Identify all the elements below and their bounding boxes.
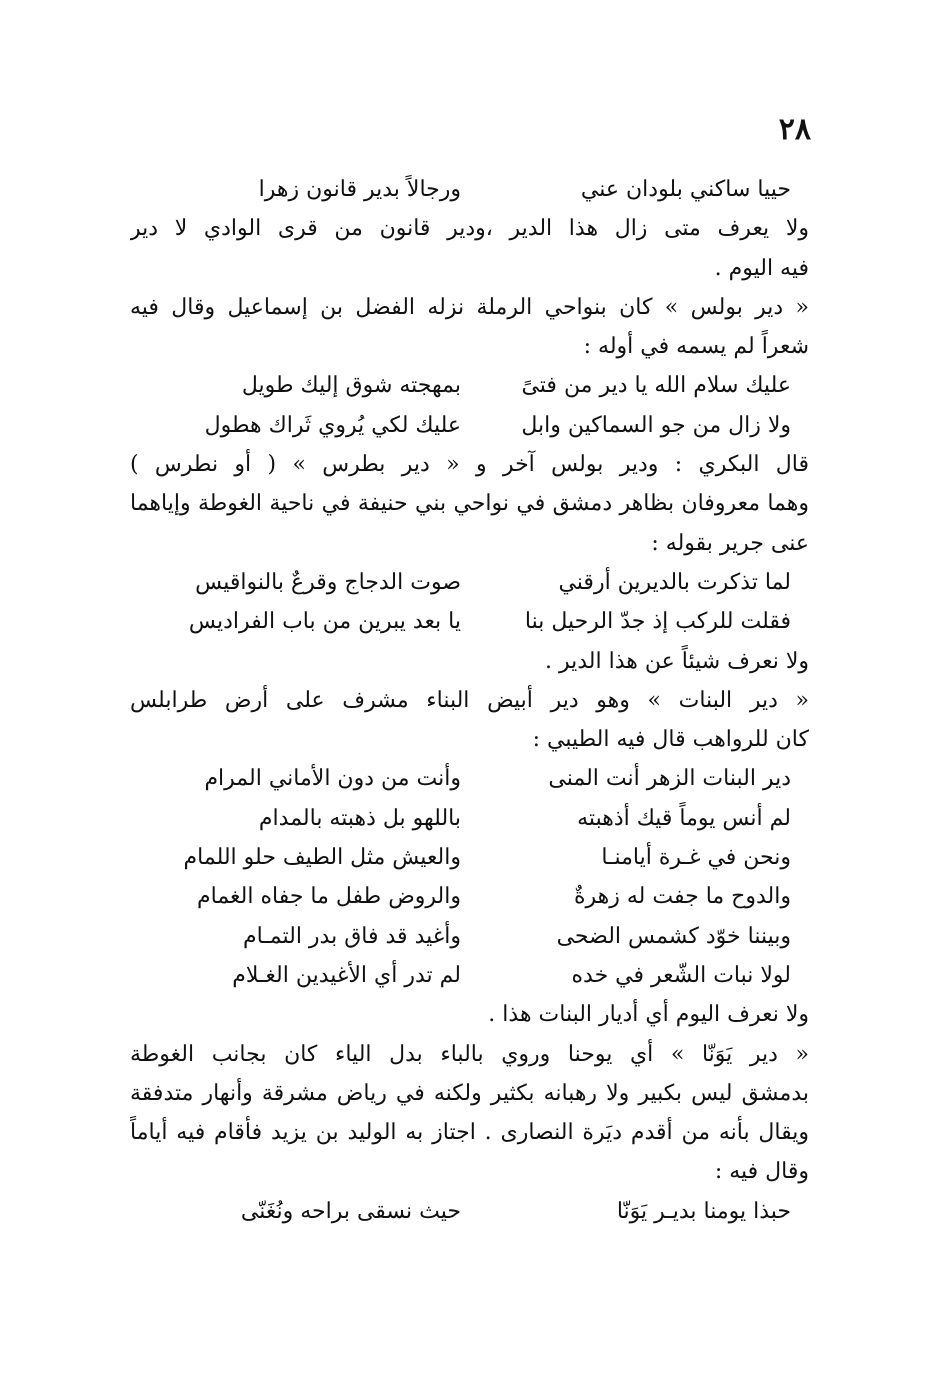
verse-second-hemistich: بمهجته شوق إليك طويل — [241, 373, 461, 399]
verse-first-hemistich: حبذا يومنا بديـر يَوَنّا — [616, 1198, 791, 1224]
paragraph-line: بدمشق ليس بكبير ولا رهبانه بكثير ولكنه في رياض مشرقة وأنهار متدفقة — [130, 1080, 809, 1106]
paragraph-line: قال البكري : ودير بولس آخر و « دير بطرس » ( أو نطرس ) — [130, 452, 809, 478]
verse-first-hemistich: ولا زال من جو السماكين وابل — [521, 412, 791, 438]
verse-second-hemistich: وأنت من دون الأماني المرام — [204, 766, 461, 792]
verse-second-hemistich: باللهو بل ذهبته بالمدام — [258, 805, 461, 831]
verse-line — [130, 563, 809, 602]
paragraph-line: « دير بولس » كان بنواحي الرملة نزله الفضل بن إسماعيل وقال فيه — [130, 294, 809, 320]
verse-second-hemistich: لم تدر أي الأغيدين الغـلام — [232, 962, 461, 988]
paragraph-line: « دير يَوَنّا » أي يوحنا وروي بالباء بدل الياء كان بجانب الغوطة — [130, 1041, 809, 1067]
verse-first-hemistich: حييا ساكني بلودان عني — [580, 177, 791, 202]
paragraph-last-line: كان للرواهب قال فيه الطيبي : — [532, 727, 809, 753]
verse-line — [130, 838, 809, 877]
paragraph-last-line: وقال فيه : — [714, 1159, 809, 1185]
verse-first-hemistich: عليك سلام الله يا دير من فتىً — [521, 373, 791, 399]
verse-line — [130, 877, 809, 916]
paragraph-line: وهما معروفان بظاهر دمشق في نواحي بني حنيفة في ناحية الغوطة وإياهما — [130, 491, 809, 517]
verse-first-hemistich: ونحن في غـرة أيامنـا — [601, 845, 791, 871]
paragraph-line: ولا يعرف متى زال هذا الدير ،ودير قانون من قرى الوادي لا دير — [130, 216, 809, 242]
verse-second-hemistich: والعيش مثل الطيف حلو اللمام — [183, 845, 461, 871]
verse-second-hemistich: وأغيد قد فاق بدر التمـام — [243, 923, 461, 949]
page-body — [130, 170, 809, 1231]
verse-line — [130, 406, 809, 445]
verse-line — [130, 602, 809, 641]
paragraph-last-line: ولا نعرف اليوم أي أديار البنات هذا . — [488, 1002, 809, 1028]
paragraph-last-line: فيه اليوم . — [714, 255, 809, 281]
verse-line — [130, 170, 809, 209]
page-number: ٢٨ — [778, 112, 811, 147]
verse-first-hemistich: لم أنس يوماً قيك أذهبته — [577, 805, 791, 831]
paragraph-last-line: عنى جرير بقوله : — [651, 530, 809, 556]
verse-second-hemistich: عليك لكي يُروي ثَراك هطول — [204, 412, 461, 438]
verse-first-hemistich: دير البنات الزهر أنت المنى — [548, 766, 791, 792]
verse-line — [130, 759, 809, 798]
verse-first-hemistich: فقلت للركب إذ جدّ الرحيل بنا — [524, 609, 791, 635]
paragraph-last-line: ولا نعرف شيئاً عن هذا الدير . — [545, 648, 809, 674]
verse-line — [130, 1192, 809, 1231]
verse-first-hemistich: لما تذكرت بالديرين أرقني — [558, 569, 791, 595]
paragraph-line: « دير البنات » وهو دير أبيض البناء مشرف على أرض طرابلس — [130, 687, 809, 713]
verse-second-hemistich: يا بعد يبرين من باب الفراديس — [188, 609, 461, 635]
verse-second-hemistich: حيث نسقى براحه ونُغَنّى — [240, 1198, 461, 1224]
verse-first-hemistich: وبيننا خوّد كشمس الضحى — [556, 923, 791, 949]
verse-first-hemistich: لولا نبات الشّعر في خده — [571, 962, 791, 988]
paragraph-line: ويقال بأنه من أقدم ديَرة النصارى . اجتاز به الوليد بن يزيد فأقام فيه أياماً — [130, 1120, 809, 1146]
paragraph-last-line: شعراً لم يسمه في أوله : — [583, 334, 809, 360]
verse-line — [130, 956, 809, 995]
verse-second-hemistich: صوت الدجاج وقرعٌ بالنواقيس — [195, 569, 461, 595]
verse-line — [130, 366, 809, 405]
verse-second-hemistich: والروض طفل ما جفاه الغمام — [197, 884, 461, 910]
verse-second-hemistich: ورجالاً بدير قانون زهرا — [258, 177, 461, 202]
verse-line — [130, 917, 809, 956]
verse-first-hemistich: والدوح ما جفت له زهرةٌ — [574, 884, 791, 910]
verse-line — [130, 799, 809, 838]
